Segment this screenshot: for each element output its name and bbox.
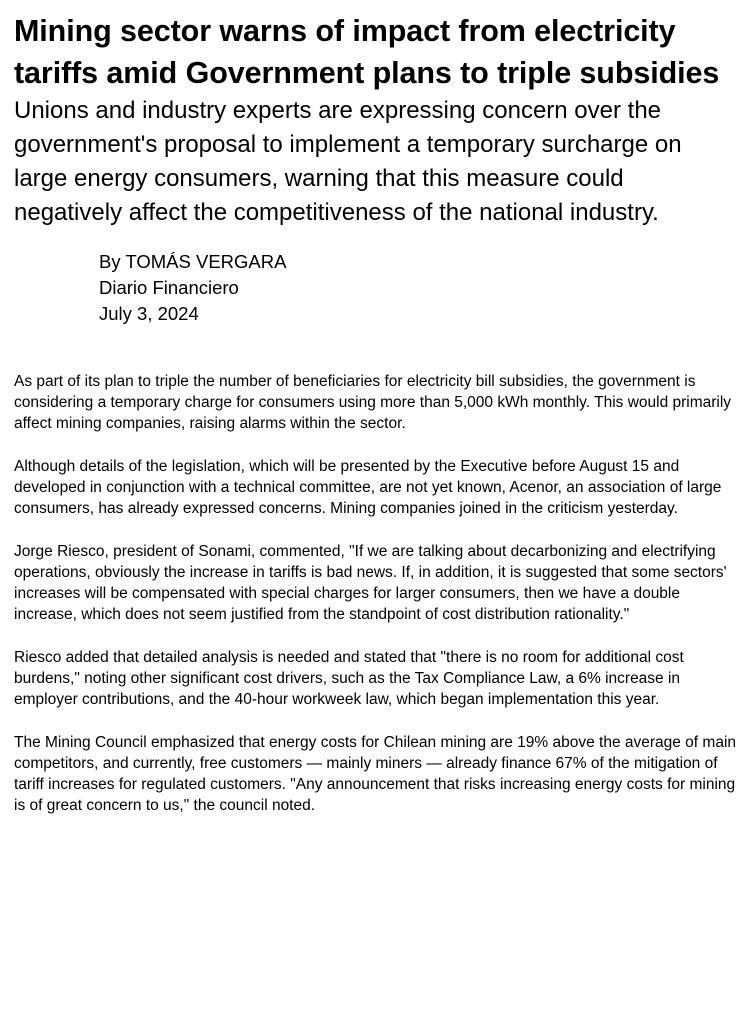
headline: Mining sector warns of impact from electricity tariffs amid Government plans to triple subsidies (14, 14, 720, 90)
byline-publication: Diario Financiero (99, 277, 239, 298)
body-paragraph-3: Jorge Riesco, president of Sonami, commented, "If we are talking about decarbonizing and electrifying operations, obviously the increase in tariffs is bad news. If, in addition, it is suggested that some sectors' increases will be compensated with special charges for larger consumers, then we have a double increase, which does not seem justified from the standpoint of cost distribution rationality." (14, 543, 727, 623)
article-body (14, 371, 736, 816)
byline-author: By TOMÁS VERGARA (99, 251, 287, 272)
body-paragraph-1: As part of its plan to triple the number of beneficiaries for electricity bill subsidies, the government is considering a temporary charge for consumers using more than 5,000 kWh monthly. This would primarily affect mining companies, raising alarms within the sector. (14, 373, 732, 432)
body-paragraph-2: Although details of the legislation, which will be presented by the Executive before August 15 and developed in conjunction with a technical committee, are not yet known, Acenor, an association of large consumers, has already expressed concerns. Mining companies joined in the criticism yesterday. (14, 458, 722, 517)
byline (99, 249, 736, 327)
byline-date: July 3, 2024 (99, 303, 199, 324)
subheadline: Unions and industry experts are expressing concern over the government's proposal to implement a temporary surcharge on large energy consumers, warning that this measure could negatively affect the competitiveness of the national industry. (14, 97, 682, 226)
body-paragraph-5: The Mining Council emphasized that energy costs for Chilean mining are 19% above the average of main competitors, and currently, free customers — mainly miners — already finance 67% of the mitigation of tariff increases for regulated customers. "Any announcement that risks increasing energy costs for mining is of great concern to us," the council noted. (14, 734, 737, 814)
body-paragraph-4: Riesco added that detailed analysis is needed and stated that "there is no room for additional cost burdens," noting other significant cost drivers, such as the Tax Compliance Law, a 6% increase in employer contributions, and the 40-hour workweek law, which began implementation this year. (14, 649, 684, 708)
news-article (14, 10, 736, 838)
